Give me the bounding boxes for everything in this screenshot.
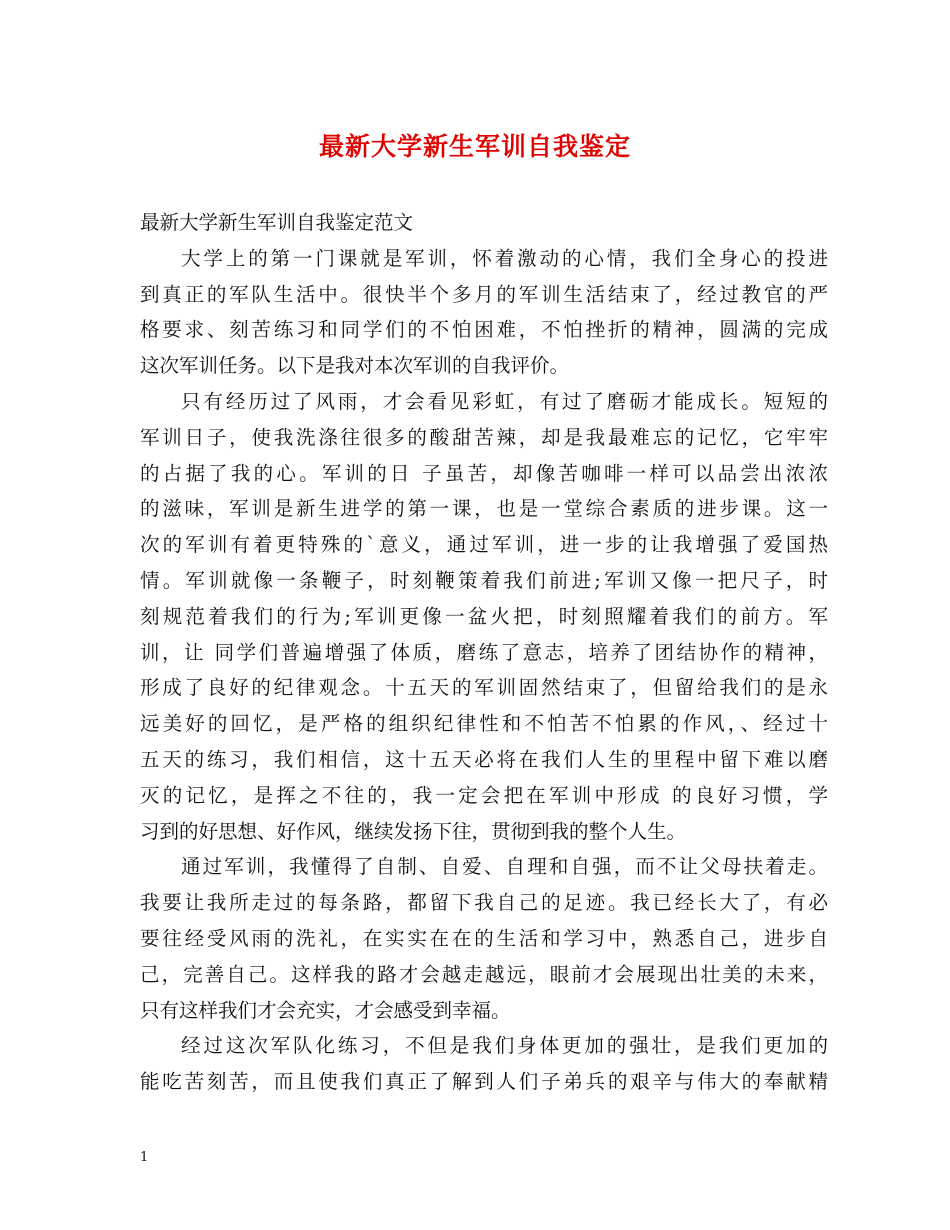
paragraph-line: 我要让我所走过的每条路，都留下我自己的足迹。我已经长大了，有必 [140, 891, 828, 915]
paragraph-line: 情。军训就像一条鞭子，时刻鞭策着我们前进;军训又像一把尺子，时 [140, 568, 828, 592]
paragraph-line: 形成了良好的纪律观念。十五天的军训固然结束了，但留给我们的是永 [140, 676, 828, 700]
paragraph-line: 次的军训有着更特殊的`意义，通过军训，进一步的让我增强了爱国热 [140, 533, 828, 557]
paragraph-2 [140, 384, 828, 849]
paragraph-4 [140, 1028, 828, 1100]
paragraph-line: 远美好的回忆，是严格的组织纪律性和不怕苦不怕累的作风，、经过十 [140, 712, 828, 736]
paragraph-line: 要往经受风雨的洗礼，在实实在在的生活和学习中，熟悉自己，进步自 [140, 926, 828, 950]
paragraph-line: 到真正的军队生活中。很快半个多月的军训生活结束了，经过教官的严 [140, 282, 828, 306]
paragraph-line: 的滋味，军训是新生进学的第一课，也是一堂综合素质的进步课。这一 [140, 497, 828, 521]
paragraph-line: 训，让 同学们普遍增强了体质，磨练了意志，培养了团结协作的精神， [140, 640, 828, 664]
paragraph-line: 只有经历过了风雨，才会看见彩虹，有过了磨砺才能成长。短短的 [181, 389, 828, 413]
paragraph-line: 能吃苦刻苦，而且使我们真正了解到人们子弟兵的艰辛与伟大的奉献精 [140, 1070, 828, 1094]
paragraph-line: 的占据了我的心。军训的日 子虽苦，却像苦咖啡一样可以品尝出浓浓 [140, 461, 828, 485]
paragraph-line: 这次军训任务。以下是我对本次军训的自我评价。 [140, 354, 570, 378]
page-number: 1 [140, 1150, 149, 1165]
paragraph-line: 己，完善自己。这样我的路才会越走越远，眼前才会展现出壮美的未来， [140, 962, 828, 986]
paragraph-line: 经过这次军队化练习，不但是我们身体更加的强壮，是我们更加的 [181, 1034, 828, 1058]
document-subtitle: 最新大学新生军训自我鉴定范文 [140, 211, 414, 234]
paragraph-line: 格要求、刻苦练习和同学们的不怕困难，不怕挫折的精神，圆满的完成 [140, 318, 828, 342]
paragraph-line: 军训日子，使我洗涤往很多的酸甜苦辣，却是我最难忘的记忆，它牢牢 [140, 425, 828, 449]
paragraph-1 [140, 241, 828, 384]
paragraph-line: 刻规范着我们的行为;军训更像一盆火把，时刻照耀着我们的前方。军 [140, 604, 828, 628]
document-title: 最新大学新生军训自我鉴定 [318, 132, 631, 161]
paragraph-line: 大学上的第一门课就是军训，怀着激动的心情，我们全身心的投进 [181, 246, 828, 270]
paragraph-line: 通过军训，我懂得了自制、自爱、自理和自强，而不让父母扶着走。 [181, 855, 828, 879]
paragraph-line: 只有这样我们才会充实，才会感受到幸福。 [140, 998, 511, 1022]
paragraph-3 [140, 849, 828, 1028]
paragraph-line: 习到的好思想、好作风，继续发扬下往，贯彻到我的整个人生。 [140, 819, 687, 843]
document-body [140, 205, 828, 1100]
paragraph-line: 五天的练习，我们相信，这十五天必将在我们人生的里程中留下难以磨 [140, 747, 828, 771]
paragraph-line: 灭的记忆，是挥之不往的，我一定会把在军训中形成 的良好习惯，学 [140, 783, 828, 807]
